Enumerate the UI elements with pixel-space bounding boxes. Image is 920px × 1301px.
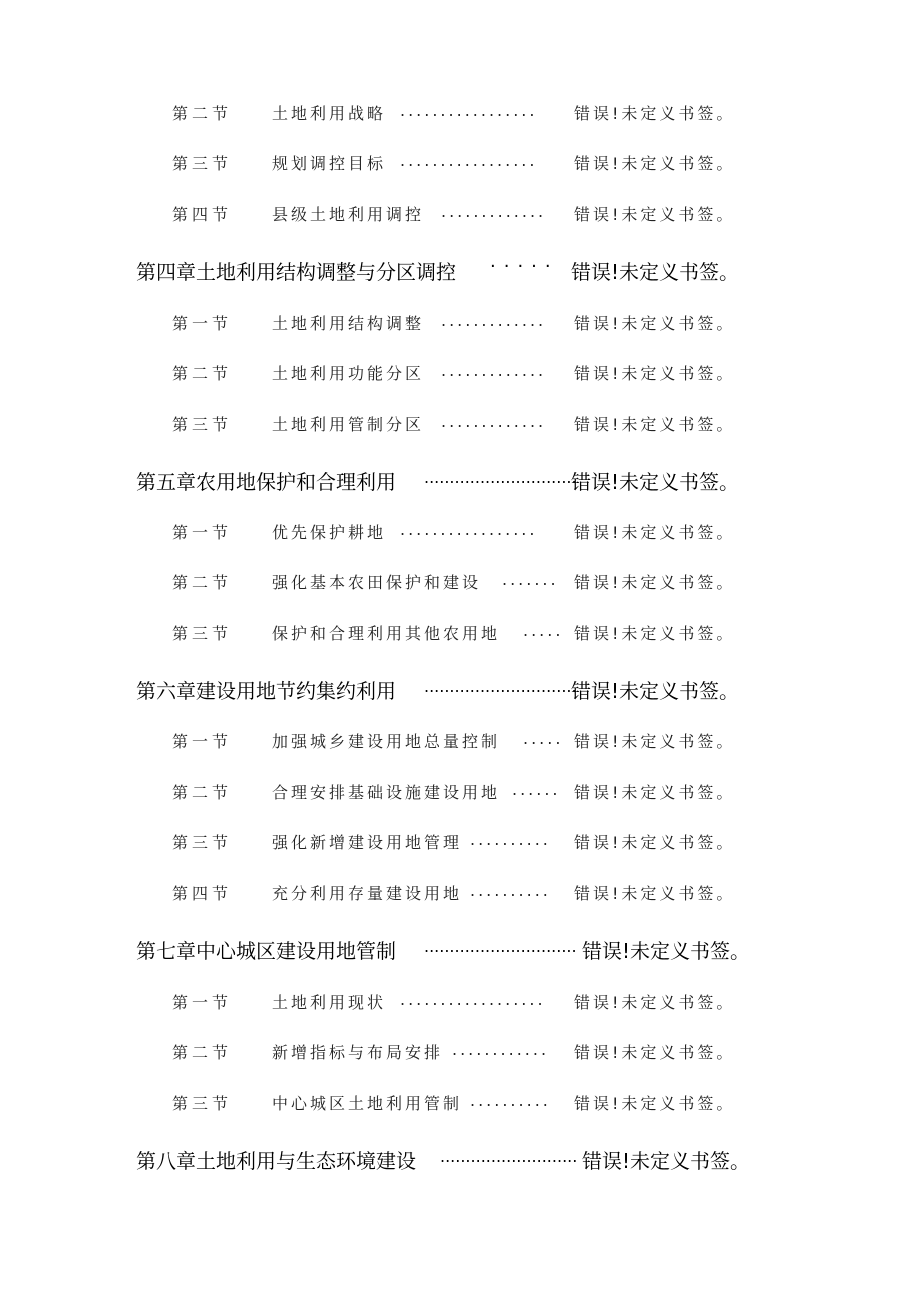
toc-section-entry[interactable] (0, 1037, 920, 1071)
dot-leader: .............................. (424, 937, 577, 956)
section-title: 土地利用现状 (272, 993, 387, 1012)
chapter-title: 第八章土地利用与生态环境建设 (136, 1149, 416, 1173)
section-title: 加强城乡建设用地总量控制 (272, 732, 501, 751)
page-reference[interactable]: 错误!未定义书签。 (574, 884, 736, 903)
dot-leader: .............................. (424, 677, 577, 696)
page-reference[interactable]: 错误!未定义书签。 (574, 205, 736, 224)
page-reference[interactable]: 错误!未定义书签。 (571, 470, 740, 494)
toc-section-entry[interactable] (0, 409, 920, 443)
section-title: 保护和合理利用其他农用地 (272, 624, 501, 643)
dot-leader: .......... (470, 1091, 551, 1110)
toc-section-entry[interactable] (0, 878, 920, 912)
toc-section-entry[interactable] (0, 827, 920, 861)
dot-leader: ............. (441, 202, 547, 221)
page-reference[interactable]: 错误!未定义书签。 (574, 1043, 736, 1062)
page-reference[interactable]: 错误!未定义书签。 (571, 260, 740, 284)
section-title: 合理安排基础设施建设用地 (272, 783, 501, 802)
page-reference[interactable]: 错误!未定义书签。 (574, 364, 736, 383)
section-title: 优先保护耕地 (272, 523, 387, 542)
page-reference[interactable]: 错误!未定义书签。 (574, 573, 736, 592)
dot-leader: .............................. (424, 468, 577, 487)
section-number: 第二节 (172, 1043, 233, 1062)
section-number: 第三节 (172, 1094, 233, 1113)
page-reference[interactable]: 错误!未定义书签。 (574, 314, 736, 333)
toc-chapter-entry[interactable] (0, 1145, 920, 1179)
section-number: 第一节 (172, 732, 233, 751)
toc-section-entry[interactable] (0, 308, 920, 342)
dot-leader: ................. (400, 151, 538, 170)
section-number: 第四节 (172, 205, 233, 224)
toc-section-entry[interactable] (0, 517, 920, 551)
section-number: 第一节 (172, 993, 233, 1012)
toc-section-entry[interactable] (0, 148, 920, 182)
chapter-title: 第五章农用地保护和合理利用 (136, 470, 396, 494)
page-reference[interactable]: 错误!未定义书签。 (574, 732, 736, 751)
toc-section-entry[interactable] (0, 1088, 920, 1122)
dot-leader: ..... (523, 729, 564, 748)
section-title: 强化新增建设用地管理 (272, 833, 463, 852)
page-reference[interactable]: 错误!未定义书签。 (571, 679, 740, 703)
section-number: 第三节 (172, 415, 233, 434)
page-reference[interactable]: 错误!未定义书签。 (574, 154, 736, 173)
section-title: 充分利用存量建设用地 (272, 884, 463, 903)
toc-chapter-entry[interactable] (0, 256, 920, 290)
dot-leader: ..... (523, 621, 564, 640)
dot-leader: .................. (400, 990, 546, 1009)
dot-leader: ............ (452, 1040, 550, 1059)
dot-leader: ................. (400, 520, 538, 539)
page-reference[interactable]: 错误!未定义书签。 (574, 415, 736, 434)
section-number: 第二节 (172, 573, 233, 592)
section-number: 第三节 (172, 624, 233, 643)
toc-chapter-entry[interactable] (0, 675, 920, 709)
chapter-title: 第六章建设用地节约集约利用 (136, 679, 396, 703)
dot-leader: ............. (441, 311, 547, 330)
section-number: 第二节 (172, 104, 233, 123)
toc-section-entry[interactable] (0, 618, 920, 652)
section-number: 第三节 (172, 154, 233, 173)
toc-section-entry[interactable] (0, 726, 920, 760)
section-title: 土地利用战略 (272, 104, 387, 123)
section-number: 第一节 (172, 314, 233, 333)
page-reference[interactable]: 错误!未定义书签。 (574, 783, 736, 802)
page-reference[interactable]: 错误!未定义书签。 (574, 833, 736, 852)
dot-leader: .......... (470, 830, 551, 849)
toc-section-entry[interactable] (0, 777, 920, 811)
dot-leader: ...... (512, 780, 561, 799)
section-number: 第四节 (172, 884, 233, 903)
toc-chapter-entry[interactable] (0, 466, 920, 500)
page-reference[interactable]: 错误!未定义书签。 (574, 104, 736, 123)
section-number: 第三节 (172, 833, 233, 852)
section-number: 第一节 (172, 523, 233, 542)
section-title: 土地利用功能分区 (272, 364, 425, 383)
toc-section-entry[interactable] (0, 98, 920, 132)
page-reference[interactable]: 错误!未定义书签。 (582, 1149, 751, 1173)
chapter-title: 第七章中心城区建设用地管制 (136, 939, 396, 963)
section-title: 强化基本农田保护和建设 (272, 573, 482, 592)
toc-section-entry[interactable] (0, 358, 920, 392)
section-title: 土地利用结构调整 (272, 314, 425, 333)
dot-leader: ............. (441, 412, 547, 431)
section-title: 土地利用管制分区 (272, 415, 425, 434)
dot-leader: ................. (400, 101, 538, 120)
section-number: 第二节 (172, 783, 233, 802)
toc-chapter-entry[interactable] (0, 935, 920, 969)
page-reference[interactable]: 错误!未定义书签。 (574, 993, 736, 1012)
section-title: 中心城区土地利用管制 (272, 1094, 463, 1113)
page-reference[interactable]: 错误!未定义书签。 (574, 523, 736, 542)
dot-leader: ............. (441, 361, 547, 380)
toc-section-entry[interactable] (0, 567, 920, 601)
section-title: 县级土地利用调控 (272, 205, 425, 224)
section-title: 规划调控目标 (272, 154, 387, 173)
page-reference[interactable]: 错误!未定义书签。 (574, 624, 736, 643)
dot-leader: ....... (502, 570, 559, 589)
dot-leader: ····· (490, 256, 559, 277)
page-reference[interactable]: 错误!未定义书签。 (582, 939, 751, 963)
dot-leader: ........................... (440, 1147, 578, 1166)
dot-leader: .......... (470, 881, 551, 900)
section-title: 新增指标与布局安排 (272, 1043, 444, 1062)
toc-section-entry[interactable] (0, 987, 920, 1021)
toc-section-entry[interactable] (0, 199, 920, 233)
page-reference[interactable]: 错误!未定义书签。 (574, 1094, 736, 1113)
section-number: 第二节 (172, 364, 233, 383)
chapter-title: 第四章土地利用结构调整与分区调控 (136, 260, 456, 284)
